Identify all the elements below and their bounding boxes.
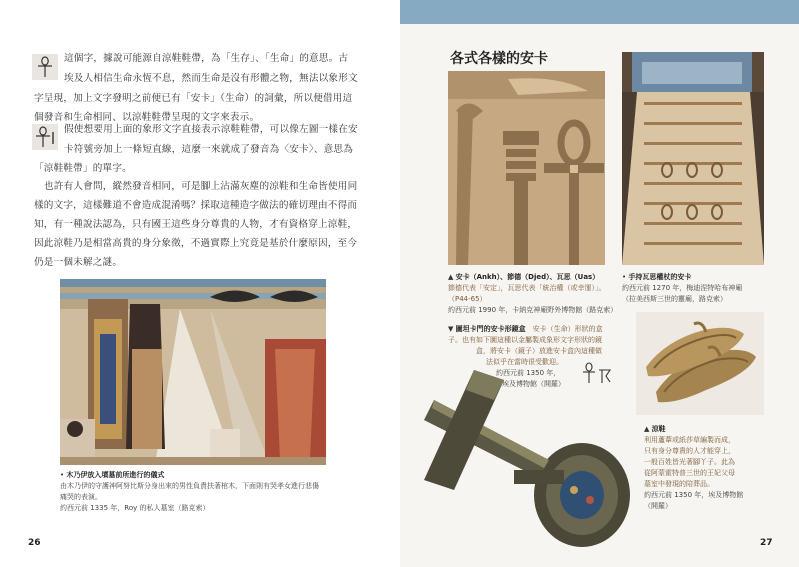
sandals-caption-title: 涼鞋 xyxy=(651,425,666,433)
temple-ceiling-photo xyxy=(622,52,764,265)
relief-caption: ▲ 安卡（Ankh）、節德（Djed）、瓦思（Uas） 節德代表「安定」，瓦思代表「統治權（或幸運）」。（P44-65） 約西元前 1990 年，卡納克神廟野外博物館（路克索） xyxy=(448,272,623,316)
p3-line: 也許有人會問，縱然發音相同，可是腳上沾滿灰塵的涼鞋和生命皆使用同 xyxy=(44,181,358,192)
p1-line: 埃及人相信生命永恆不息，然而生命是沒有形體之物，無法以象形文 xyxy=(64,73,358,84)
ankh-glyph-icon xyxy=(32,54,58,80)
mirror-box-caption: ▼ 圖坦卡門的安卡形鏡盒 安卡（生命）形狀的盒 子。也有如下圖這種以金屬製成象形文字形狀的鏡 盒，將安卡（鏡子）放進安卡盒內這種做 法似乎在當時很受歡迎。 約西元前 1350 年， 埃及博物館（開羅） xyxy=(448,325,603,388)
p3-line: 因此涼鞋乃是相當高貴的身分象徵，不過實際上究竟是基於什麼原因，至今 xyxy=(34,238,358,249)
tomb-caption-date: 約西元前 1335 年，Roy 的私人墓室（路克索） xyxy=(60,504,210,512)
p2-line: 卡符號旁加上一條短直線，這麼一來就成了發音為〈安卡〉、意思為 xyxy=(64,144,354,155)
ceiling-caption: • 手持瓦思權杖的安卡 約西元前 1270 年，梅迪涅特哈布神廟 （拉美西斯三世的靈廟，路克索） xyxy=(622,272,772,305)
ceiling-caption-body: 約西元前 1270 年，梅迪涅特哈布神廟 xyxy=(622,284,743,292)
ankh-mirror-hieroglyph-icon xyxy=(582,362,614,386)
ceiling-caption-date: （拉美西斯三世的靈廟，路克索） xyxy=(622,295,727,303)
tomb-photo-caption: • 木乃伊放入墳墓前所進行的儀式 由木乃伊的守護神阿努比斯分身出來的男性負責扶著棺木，下面則有哭孝女進行悲傷 痛哭的表演。 約西元前 1335 年，Roy 的私人墓室（路克索） xyxy=(60,470,330,514)
right-page xyxy=(400,0,799,567)
top-color-bar xyxy=(400,0,799,24)
section-title: 各式各樣的安卡 xyxy=(450,51,548,67)
tomb-caption-body-line: 由木乃伊的守護神阿努比斯分身出來的男性負責扶著棺木，下面則有哭孝女進行悲傷 xyxy=(60,482,319,490)
relief-caption-date: 約西元前 1990 年，卡納克神廟野外博物館（路克索） xyxy=(448,306,618,314)
p3-line: 仍是一個未解之謎。 xyxy=(34,257,123,268)
tomb-caption-body-line: 痛哭的表演。 xyxy=(60,493,102,501)
p2-line: 「涼鞋鞋帶」的單字。 xyxy=(34,163,132,174)
mirror-caption-title: 圖坦卡門的安卡形鏡盒 xyxy=(455,325,526,333)
relief-caption-body: 節德代表「安定」，瓦思代表「統治權（或幸運）」。（P44-65） xyxy=(448,284,606,303)
tomb-caption-title: 木乃伊放入墳墓前所進行的儀式 xyxy=(66,471,165,479)
p1-line: 這個字，據說可能源自涼鞋鞋帶，為「生存」、「生命」的意思。古 xyxy=(64,53,349,64)
sandals-caption: ▲ 涼鞋 利用蘆葦或紙莎草編製而成， 只有身分尊貴的人才能穿上， 一般百姓皆光著腳丫子。此為 從阿蒙霍特普三世的王妃父母 墓室中發現的陪葬品。 約西元前 1350 年，埃及博物館 （開羅） xyxy=(644,425,744,510)
p1-line: 字呈現，加上文字發明之前便已有「安卡」（生命）的詞彙，所以便借用這 xyxy=(34,93,353,104)
page-number-right: 27 xyxy=(760,538,773,548)
p1-line: 個發音和生命相同、以涼鞋鞋帶呈現的文字來表示。 xyxy=(34,112,260,123)
p3-line: 樣的文字，這樣難道不會造成混淆嗎？採取這種造字做法的確切理由不得而 xyxy=(34,200,358,211)
page-number-left: 26 xyxy=(28,538,41,548)
ankh-with-stroke-glyph-icon xyxy=(32,124,58,150)
ankh-djed-uas-relief-photo xyxy=(448,71,605,265)
sandals-photo xyxy=(636,312,764,415)
tomb-ritual-photo xyxy=(60,279,326,465)
ceiling-caption-title: 手持瓦思權杖的安卡 xyxy=(628,273,692,281)
relief-caption-title: 安卡（Ankh）、節德（Djed）、瓦思（Uas） xyxy=(455,273,600,281)
p3-line: 知，有一種說法認為，只有國王這些身分尊貴的人物，才有資格穿上涼鞋， xyxy=(34,219,358,230)
p2-line: 假使想要用上面的象形文字直接表示涼鞋鞋帶，可以像左圖一樣在安 xyxy=(64,124,358,135)
